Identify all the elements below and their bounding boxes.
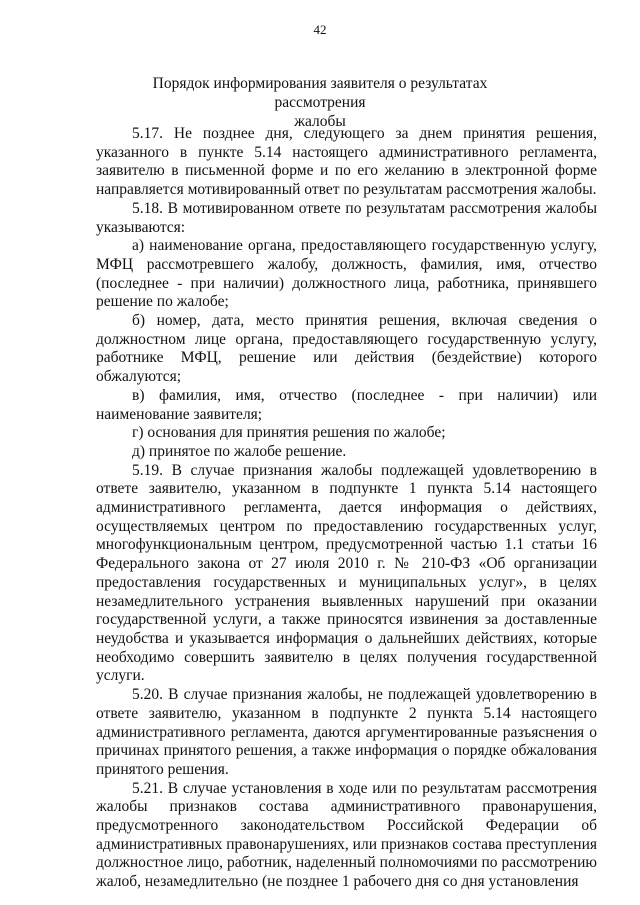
paragraph-5-19: 5.19. В случае признания жалобы подлежащей удовлетворению в ответе заявителю, указанном в подпункте 1 пункта 5.14 настоящего административного регламента, дается информация о действиях, осуществляемых центром по предоставлению государственных услуг, многофункциональным центром, предусмотренной частью 1.1 статьи 16 Федерального закона от 27 июля 2010 г. № 210-ФЗ «Об организации предоставления государственных и муниципальных услуг», в целях незамедлительного устранения выявленных нарушений при оказании государственной услуги, а также приносятся извинения за доставленные неудобства и указывается информация о дальнейших действиях, которые необходимо совершить заявителю в целях получения государственной услуги.	[96, 461, 597, 685]
list-item-b: б) номер, дата, место принятия решения, включая сведения о должностном лице органа, предоставляющего государственную услугу, работнике МФЦ, решение или действия (бездействие) которого обжалуются;	[96, 312, 597, 386]
paragraph-5-21: 5.21. В случае установления в ходе или по результатам рассмотрения жалобы признаков состава административного правонарушения, предусмотренного законодательством Российской Федерации об административных правонарушениях, или признаков состава преступления должностное лицо, работник, наделенный полномочиями по рассмотрению жалоб, незамедлительно (не позднее 1 рабочего дня со дня установления	[96, 779, 597, 891]
paragraph-5-17: 5.17. Не позднее дня, следующего за днем принятия решения, указанного в пункте 5.14 настоящего административного регламента, заявителю в письменной форме и по его желанию в электронной форме направляется мотивированный ответ по результатам рассмотрения жалобы.	[96, 125, 597, 199]
paragraph-5-18: 5.18. В мотивированном ответе по результатам рассмотрения жалобы указываются:	[96, 199, 597, 236]
section-heading-line: Порядок информирования заявителя о результатах рассмотрения	[152, 75, 488, 111]
paragraph-5-20: 5.20. В случае признания жалобы, не подлежащей удовлетворению в ответе заявителю, указанном в подпункте 2 пункта 5.14 настоящего административного регламента, даются аргументированные разъяснения о причинах принятого решения, а также информация о порядке обжалования принятого решения.	[96, 686, 597, 778]
section-heading	[110, 74, 530, 131]
list-item-g: г) основания для принятия решения по жалобе;	[132, 424, 446, 442]
page-number: 42	[313, 22, 327, 37]
list-item-a: а) наименование органа, предоставляющего государственную услугу, МФЦ рассмотревшего жалобу, должность, фамилия, имя, отчество (последнее - при наличии) должностного лица, работника, принявшего решение по жалобе;	[96, 237, 597, 311]
list-item-v: в) фамилия, имя, отчество (последнее - при наличии) или наименование заявителя;	[96, 386, 597, 423]
document-body	[96, 125, 597, 892]
section-heading-line: жалобы	[294, 113, 346, 130]
list-item-d: д) принятое по жалобе решение.	[132, 442, 347, 460]
